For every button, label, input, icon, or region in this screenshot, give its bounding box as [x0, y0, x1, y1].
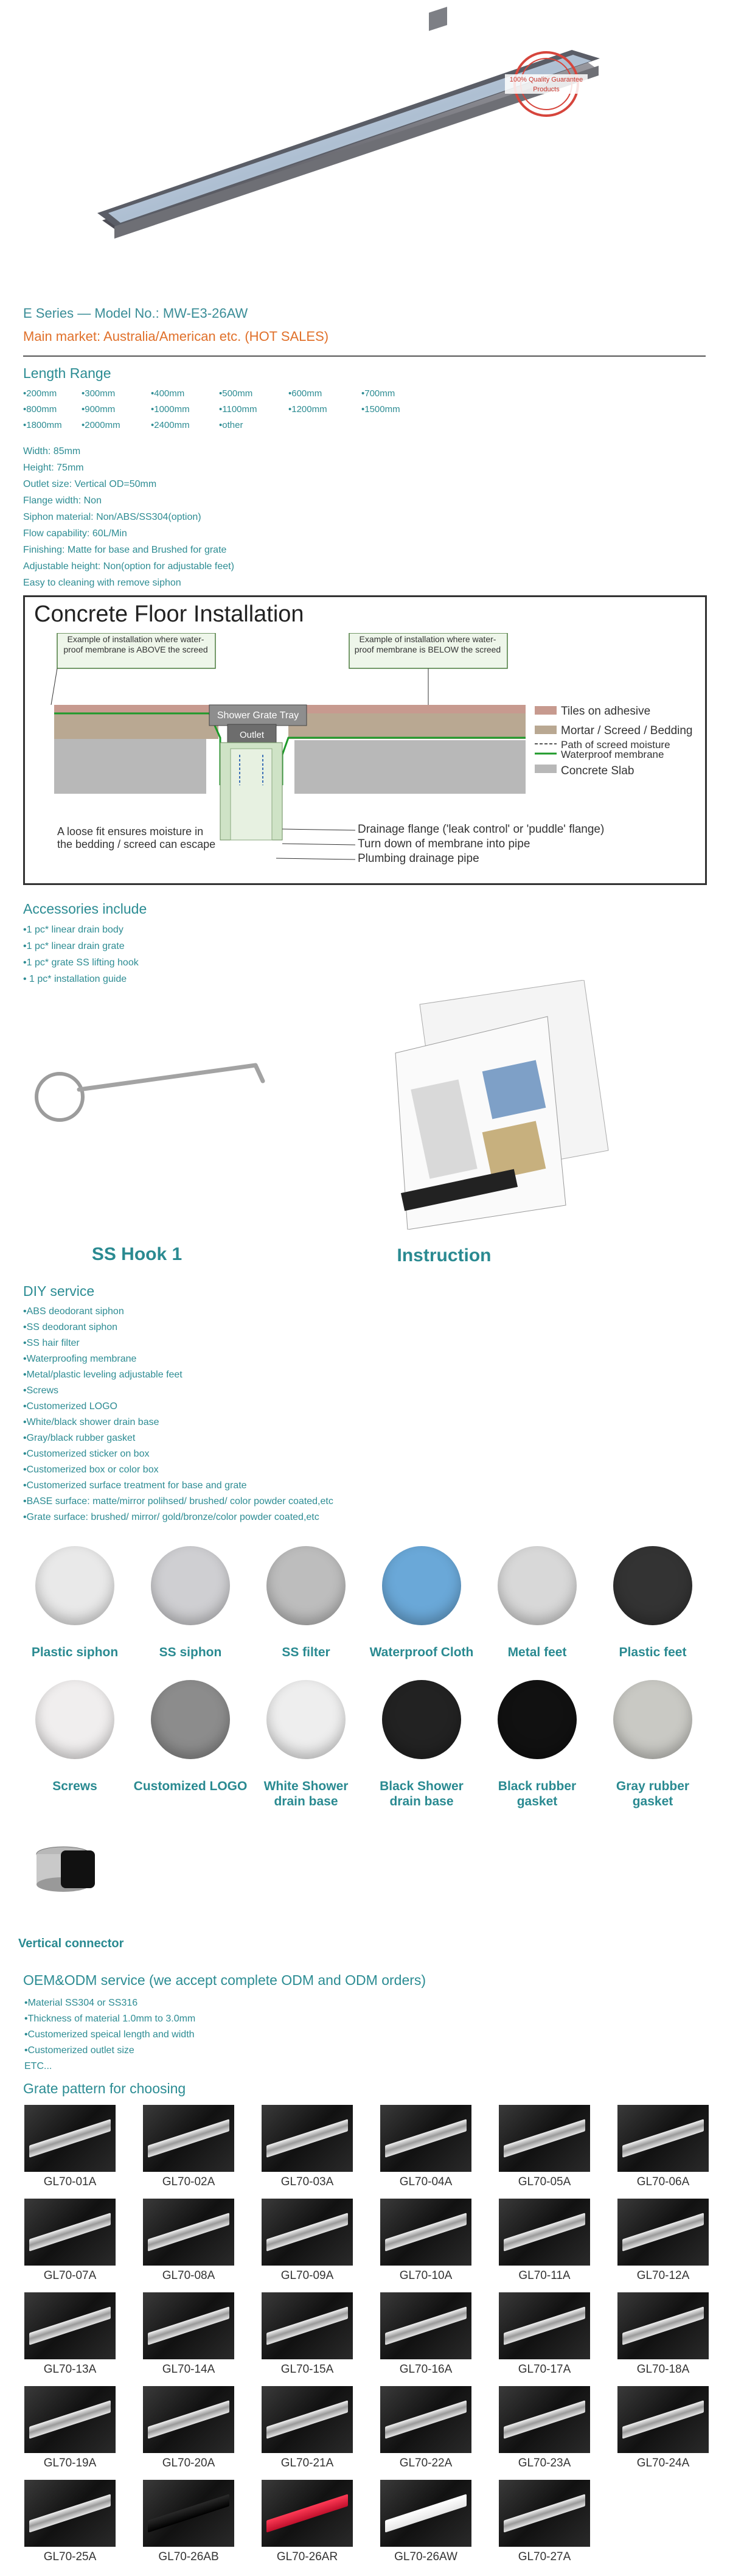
grate-code: GL70-05A — [518, 2175, 571, 2188]
grate-code: GL70-04A — [399, 2175, 453, 2188]
accessory-item: •1 pc* linear drain body — [23, 925, 123, 935]
product-image — [23, 1540, 127, 1637]
grate-image[interactable] — [380, 2292, 471, 2359]
grate-image[interactable] — [262, 2105, 353, 2172]
callout-turndown: Turn down of membrane into pipe — [358, 838, 530, 850]
diy-item: •BASE surface: matte/mirror polihsed/ brushed/ color powder coated,etc — [23, 1496, 333, 1507]
grate-code: GL70-09A — [280, 2269, 334, 2282]
legend-moisture: Path of screed moisture — [561, 739, 670, 751]
grate-code: GL70-17A — [518, 2363, 571, 2376]
grate-image[interactable] — [617, 2105, 709, 2172]
grate-code: GL70-25A — [43, 2550, 97, 2563]
loose-fit-note: A loose fit ensures moisture in the bedding / screed can escape — [57, 825, 216, 850]
grate-image[interactable] — [499, 2105, 590, 2172]
product-image — [485, 1674, 589, 1771]
product-image — [23, 1674, 127, 1771]
grate-image[interactable] — [380, 2386, 471, 2453]
grate-code: GL70-18A — [636, 2363, 690, 2376]
main-market: Main market: Australia/American etc. (HOT SALES) — [23, 329, 329, 344]
grate-image[interactable] — [143, 2292, 234, 2359]
product-label: Customized LOGO — [133, 1779, 248, 1793]
legend-membrane: Waterproof membrane — [561, 749, 664, 760]
spec-flange: Flange width: Non — [23, 495, 102, 506]
grate-code: GL70-02A — [162, 2175, 215, 2188]
model-title: E Series — Model No.: MW-E3-26AW — [23, 306, 248, 321]
grate-image[interactable] — [617, 2292, 709, 2359]
length-option: •other — [219, 420, 243, 430]
product-label: Plastic feet — [619, 1645, 687, 1659]
grate-code: GL70-03A — [280, 2175, 334, 2188]
diy-heading: DIY service — [23, 1283, 95, 1299]
length-option: •1500mm — [361, 404, 400, 415]
length-option: •500mm — [219, 388, 253, 399]
grate-image[interactable] — [380, 2199, 471, 2266]
outlet-label: Outlet — [239, 730, 265, 740]
product-label: Waterproof Cloth — [369, 1645, 474, 1659]
ss-hook-image — [18, 1053, 274, 1144]
diy-item: •Gray/black rubber gasket — [23, 1433, 136, 1443]
grate-code: GL70-21A — [280, 2457, 334, 2469]
length-list — [23, 388, 449, 437]
grate-image[interactable] — [262, 2292, 353, 2359]
diy-item: •SS hair filter — [23, 1338, 80, 1348]
spec-cleaning: Easy to cleaning with remove siphon — [23, 578, 181, 588]
diy-list — [23, 1304, 333, 1525]
grate-code: GL70-13A — [43, 2363, 97, 2376]
note-below: Example of installation where water-proof membrane is BELOW the screed — [354, 634, 501, 654]
divider — [23, 355, 706, 357]
hero-product-image — [0, 0, 730, 292]
diy-item: •Screws — [23, 1385, 59, 1396]
product-label: White Shower drain base — [263, 1779, 349, 1808]
grate-code: GL70-11A — [518, 2269, 571, 2282]
accessory-item: •1 pc* grate SS lifting hook — [23, 957, 139, 968]
legend-slab: Concrete Slab — [561, 765, 634, 777]
stamp-line2: Products — [533, 86, 560, 93]
length-option: •800mm — [23, 404, 57, 415]
oem-heading: OEM&ODM service (we accept complete ODM and ODM orders) — [23, 1972, 426, 1988]
length-option: •1200mm — [288, 404, 327, 415]
product-row-1 — [0, 1540, 730, 1662]
spec-siphon: Siphon material: Non/ABS/SS304(option) — [23, 512, 201, 522]
spec-flow: Flow capability: 60L/Min — [23, 528, 127, 539]
length-option: •300mm — [82, 388, 116, 399]
product-image — [601, 1674, 704, 1771]
grate-image[interactable] — [24, 2105, 116, 2172]
grate-code: GL70-20A — [162, 2457, 215, 2469]
legend-mortar: Mortar / Screed / Bedding — [561, 724, 693, 737]
length-option: •200mm — [23, 388, 57, 399]
grate-image[interactable] — [499, 2480, 590, 2547]
grate-image[interactable] — [617, 2386, 709, 2453]
diy-item: •Customerized surface treatment for base and grate — [23, 1480, 247, 1491]
spec-width: Width: 85mm — [23, 446, 81, 457]
grate-image[interactable] — [499, 2292, 590, 2359]
product-label: Black Shower drain base — [380, 1779, 464, 1808]
product-image — [254, 1540, 358, 1637]
accessories-list — [23, 922, 139, 987]
spec-adjustable: Adjustable height: Non(option for adjustable feet) — [23, 561, 234, 572]
grate-code: GL70-26AB — [158, 2550, 219, 2563]
product-image — [485, 1540, 589, 1637]
vertical-connector-label: Vertical connector — [18, 1937, 124, 1950]
instruction-image — [383, 980, 614, 1230]
grate-image[interactable] — [24, 2480, 116, 2547]
grate-image[interactable] — [499, 2199, 590, 2266]
product-image — [139, 1540, 242, 1637]
oem-item: ETC... — [24, 2061, 52, 2071]
grate-code: GL70-22A — [399, 2457, 453, 2469]
length-option: •1100mm — [219, 404, 257, 415]
grate-image[interactable] — [143, 2199, 234, 2266]
grate-code: GL70-19A — [43, 2457, 97, 2469]
diy-item: •SS deodorant siphon — [23, 1322, 118, 1332]
callout-flange: Drainage flange ('leak control' or 'puddle' flange) — [358, 823, 605, 836]
grate-image[interactable] — [617, 2199, 709, 2266]
accessory-item: •1 pc* linear drain grate — [23, 941, 125, 951]
vertical-connector-image — [24, 1838, 109, 1905]
grate-code: GL70-08A — [162, 2269, 215, 2282]
length-range-heading: Length Range — [23, 365, 111, 381]
grate-code: GL70-26AW — [394, 2550, 457, 2563]
product-image — [254, 1674, 358, 1771]
grate-image[interactable] — [499, 2386, 590, 2453]
spec-outlet: Outlet size: Vertical OD=50mm — [23, 479, 157, 489]
oem-list — [24, 1995, 195, 2074]
diy-item: •Customerized box or color box — [23, 1465, 159, 1475]
product-image — [370, 1540, 473, 1637]
oem-item: •Customerized outlet size — [24, 2045, 134, 2056]
grate-image[interactable] — [143, 2105, 234, 2172]
length-option: •2400mm — [151, 420, 190, 430]
spec-list — [23, 443, 234, 591]
callout-pipe: Plumbing drainage pipe — [358, 852, 479, 865]
instruction-caption: Instruction — [397, 1245, 492, 1265]
product-image — [139, 1674, 242, 1771]
diy-item: •Metal/plastic leveling adjustable feet — [23, 1370, 182, 1380]
length-option: •400mm — [151, 388, 185, 399]
grate-code: GL70-10A — [399, 2269, 453, 2282]
grate-image[interactable] — [24, 2386, 116, 2453]
grate-image[interactable] — [24, 2199, 116, 2266]
length-option: •700mm — [361, 388, 395, 399]
length-option: •600mm — [288, 388, 322, 399]
grate-image[interactable] — [24, 2292, 116, 2359]
grate-code: GL70-01A — [43, 2175, 97, 2188]
grate-code: GL70-23A — [518, 2457, 571, 2469]
grate-code: GL70-26AR — [276, 2550, 338, 2563]
length-option: •1800mm — [23, 420, 62, 430]
legend-tiles: Tiles on adhesive — [561, 705, 651, 718]
grate-code: GL70-14A — [162, 2363, 215, 2376]
product-row-2 — [0, 1674, 730, 1814]
product-image — [601, 1540, 704, 1637]
grate-image[interactable] — [143, 2480, 234, 2547]
oem-item: •Material SS304 or SS316 — [24, 1998, 138, 2008]
grate-image[interactable] — [262, 2480, 353, 2547]
product-label: SS filter — [282, 1645, 330, 1659]
tray-label: Shower Grate Tray — [217, 710, 299, 721]
hook-caption: SS Hook 1 — [91, 1244, 182, 1264]
grate-image[interactable] — [380, 2480, 471, 2547]
accessories-heading: Accessories include — [23, 901, 147, 917]
length-option: •900mm — [82, 404, 116, 415]
product-label: Screws — [52, 1779, 97, 1793]
grate-image[interactable] — [380, 2105, 471, 2172]
product-label: Gray rubber gasket — [616, 1779, 690, 1808]
product-label: Metal feet — [507, 1645, 567, 1659]
diy-item: •Customerized sticker on box — [23, 1449, 150, 1459]
product-label: Plastic siphon — [31, 1645, 119, 1659]
diagram-title: Concrete Floor Installation — [34, 601, 304, 627]
oem-item: •Thickness of material 1.0mm to 3.0mm — [24, 2014, 196, 2024]
grate-code: GL70-16A — [399, 2363, 453, 2376]
diy-item: •Customerized LOGO — [23, 1401, 117, 1412]
grate-image[interactable] — [262, 2199, 353, 2266]
grate-code: GL70-15A — [280, 2363, 334, 2376]
diy-item: •Grate surface: brushed/ mirror/ gold/bronze/color powder coated,etc — [23, 1512, 319, 1522]
product-label: Black rubber gasket — [498, 1779, 577, 1808]
length-option: •1000mm — [151, 404, 190, 415]
note-above: Example of installation where water-proof membrane is ABOVE the screed — [63, 634, 208, 654]
grate-code: GL70-07A — [43, 2269, 97, 2282]
accessory-item: • 1 pc* installation guide — [23, 974, 127, 984]
grate-code: GL70-27A — [518, 2550, 571, 2563]
oem-item: •Customerized speical length and width — [24, 2029, 195, 2040]
stamp-line1: 100% Quality Guarantee — [509, 76, 583, 83]
grate-image[interactable] — [262, 2386, 353, 2453]
grate-grid — [0, 2105, 730, 2574]
grate-code: GL70-12A — [636, 2269, 690, 2282]
spec-height: Height: 75mm — [23, 463, 84, 473]
diy-item: •Waterproofing membrane — [23, 1354, 137, 1364]
length-option: •2000mm — [82, 420, 120, 430]
grate-heading: Grate pattern for choosing — [23, 2081, 186, 2096]
diy-item: •ABS deodorant siphon — [23, 1306, 124, 1317]
product-label: SS siphon — [159, 1645, 222, 1659]
diy-item: •White/black shower drain base — [23, 1417, 159, 1427]
grate-image[interactable] — [143, 2386, 234, 2453]
spec-finishing: Finishing: Matte for base and Brushed for grate — [23, 545, 227, 555]
grate-code: GL70-24A — [636, 2457, 690, 2469]
grate-code: GL70-06A — [636, 2175, 690, 2188]
product-image — [370, 1674, 473, 1771]
